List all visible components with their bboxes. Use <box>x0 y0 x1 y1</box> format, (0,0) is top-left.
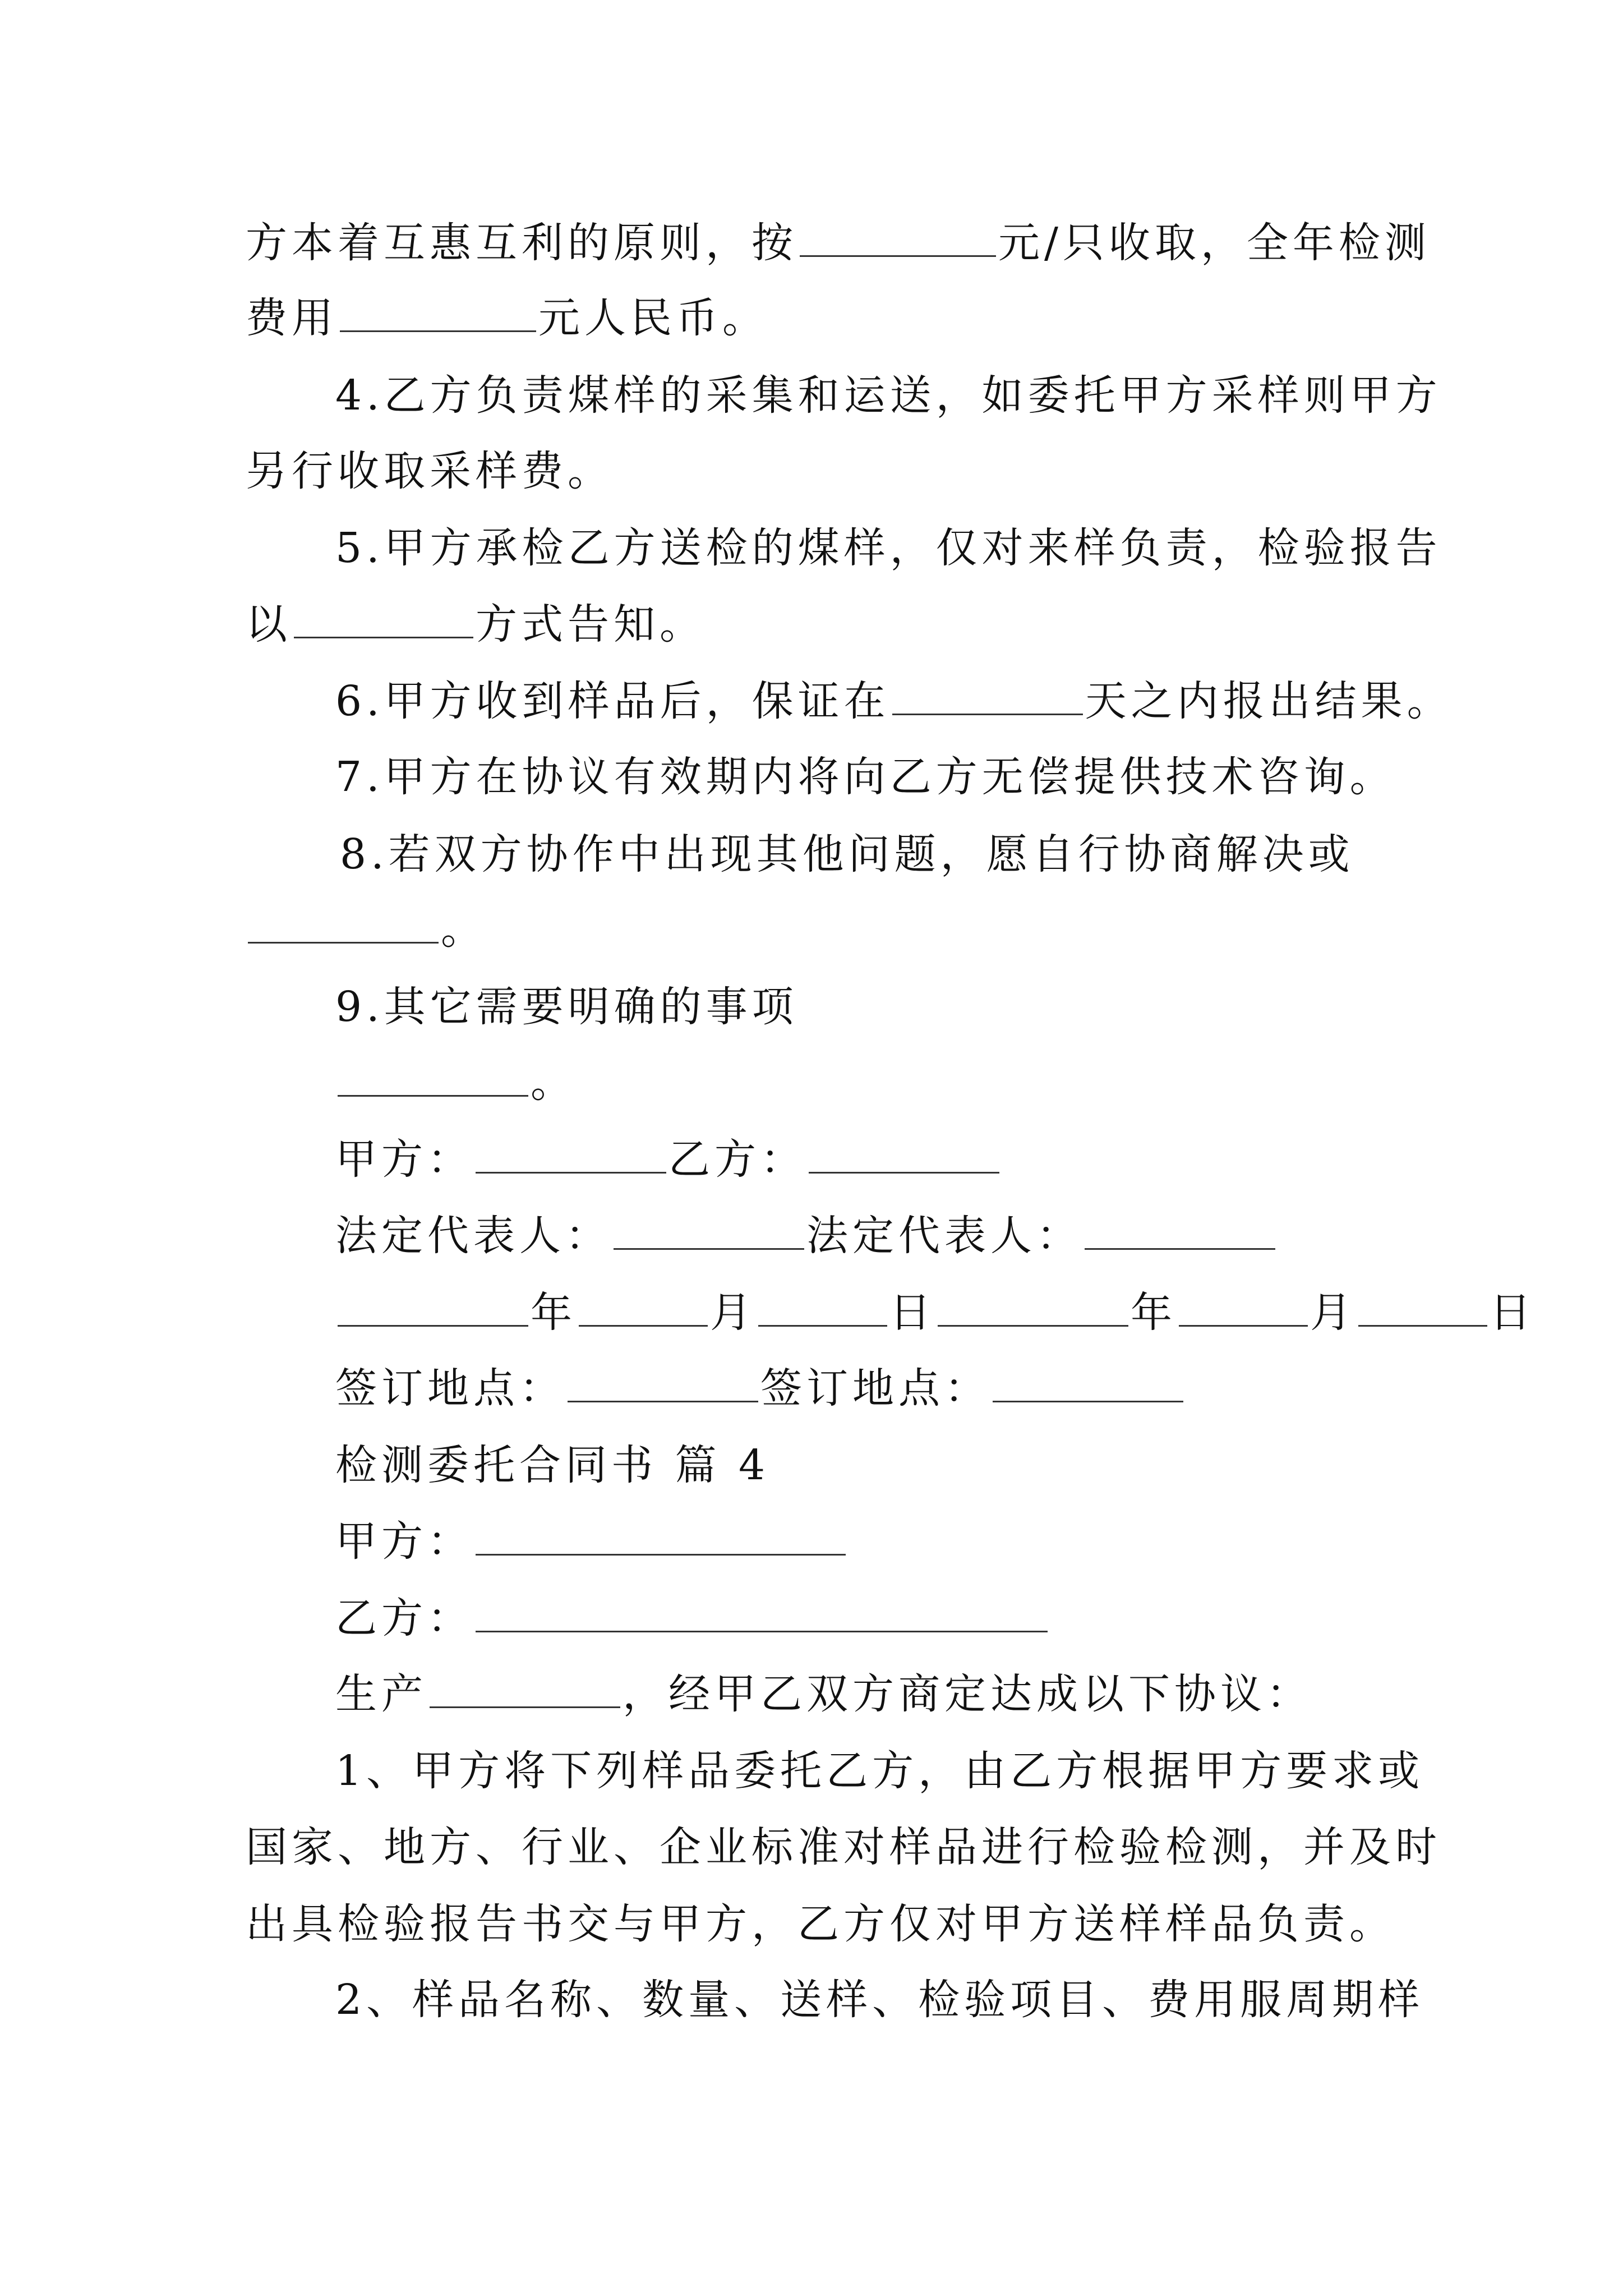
fill-in-blank <box>476 1519 846 1556</box>
text-fragment: 签订地点： <box>335 1364 565 1412</box>
text-fragment: 甲方： <box>335 1135 473 1184</box>
text-fragment: 以 <box>246 600 292 648</box>
paragraph-line <box>335 676 1453 726</box>
paragraph-line: 1、甲方将下列样品委托乙方，由乙方根据甲方要求或 <box>335 1747 1424 1795</box>
text-fragment: 天之内报出结果。 <box>1085 677 1453 725</box>
text-fragment: 年 <box>1131 1289 1177 1337</box>
text-fragment: 元/只收取，全年检测 <box>998 219 1431 267</box>
paragraph-line: 2、样品名称、数量、送样、检验项目、费用服周期样 <box>335 1976 1424 2024</box>
party-line <box>335 1593 1050 1644</box>
text-fragment: 。 <box>441 905 487 954</box>
text-fragment: 月 <box>1310 1289 1356 1337</box>
fill-in-blank <box>476 1137 666 1174</box>
fill-in-blank <box>476 1596 1048 1632</box>
fill-in-blank <box>1358 1290 1487 1327</box>
text-fragment: 生产 <box>335 1670 427 1718</box>
text-fragment: 法定代表人： <box>335 1212 611 1260</box>
fill-in-blank <box>1085 1213 1275 1250</box>
paragraph-line <box>335 1057 577 1108</box>
paragraph-line: 7.甲方在协议有效期内将向乙方无偿提供技术咨询。 <box>335 753 1396 801</box>
paragraph-line: 出具检验报告书交与甲方，乙方仅对甲方送样样品负责。 <box>246 1900 1395 1948</box>
paragraph-line <box>246 904 487 955</box>
paragraph-line <box>246 218 1431 268</box>
fill-in-blank <box>338 1060 528 1097</box>
text-fragment: 元人民币。 <box>538 294 768 342</box>
text-fragment: 方本着互惠互利的原则，按 <box>246 219 797 267</box>
signature-line <box>335 1134 1002 1185</box>
text-fragment: 方式告知。 <box>476 600 706 648</box>
paragraph-line <box>335 1669 1312 1719</box>
text-fragment: 法定代表人： <box>806 1212 1082 1260</box>
party-line <box>335 1516 848 1567</box>
text-fragment: 月 <box>710 1289 756 1337</box>
fill-in-blank <box>1179 1290 1308 1327</box>
text-fragment: 日 <box>889 1289 935 1337</box>
fill-in-blank <box>294 602 473 638</box>
paragraph-line: 国家、地方、行业、企业标准对样品进行检验检测，并及时 <box>246 1823 1441 1871</box>
signature-line <box>335 1363 1186 1414</box>
fill-in-blank <box>248 907 439 944</box>
fill-in-blank <box>892 679 1083 715</box>
fill-in-blank <box>579 1290 708 1327</box>
text-fragment: 乙方： <box>668 1135 806 1184</box>
text-fragment: 年 <box>531 1289 577 1337</box>
section-heading: 检测委托合同书 篇 4 <box>335 1441 770 1489</box>
text-fragment: 甲方： <box>335 1517 473 1566</box>
fill-in-blank <box>340 296 536 332</box>
text-fragment: 。 <box>531 1059 577 1107</box>
text-fragment: 乙方： <box>335 1594 473 1642</box>
text-fragment: 6.甲方收到样品后，保证在 <box>335 677 890 725</box>
text-fragment: 签订地点： <box>760 1364 990 1412</box>
paragraph-line: 9.其它需要明确的事项 <box>335 983 798 1031</box>
paragraph-line: 4.乙方负责煤样的采集和运送，如委托甲方采样则甲方 <box>335 371 1442 420</box>
date-line <box>335 1287 1536 1338</box>
fill-in-blank <box>430 1672 620 1708</box>
paragraph-line: 另行收取采样费。 <box>246 447 614 495</box>
fill-in-blank <box>993 1366 1183 1402</box>
fill-in-blank <box>614 1213 804 1250</box>
paragraph-line <box>246 293 768 343</box>
paragraph-line <box>246 599 706 650</box>
fill-in-blank <box>809 1137 999 1174</box>
text-fragment: ，经甲乙双方商定达成以下协议： <box>623 1670 1312 1718</box>
paragraph-line: 8.若双方协作中出现其他问题，愿自行协商解决或 <box>340 830 1354 878</box>
text-fragment: 费用 <box>246 294 338 342</box>
fill-in-blank <box>938 1290 1128 1327</box>
fill-in-blank <box>568 1366 758 1402</box>
paragraph-line: 5.甲方承检乙方送检的煤样，仅对来样负责，检验报告 <box>335 524 1442 572</box>
fill-in-blank <box>338 1290 528 1327</box>
signature-line <box>335 1211 1278 1261</box>
text-fragment: 日 <box>1490 1289 1536 1337</box>
fill-in-blank <box>800 220 996 257</box>
fill-in-blank <box>758 1290 887 1327</box>
